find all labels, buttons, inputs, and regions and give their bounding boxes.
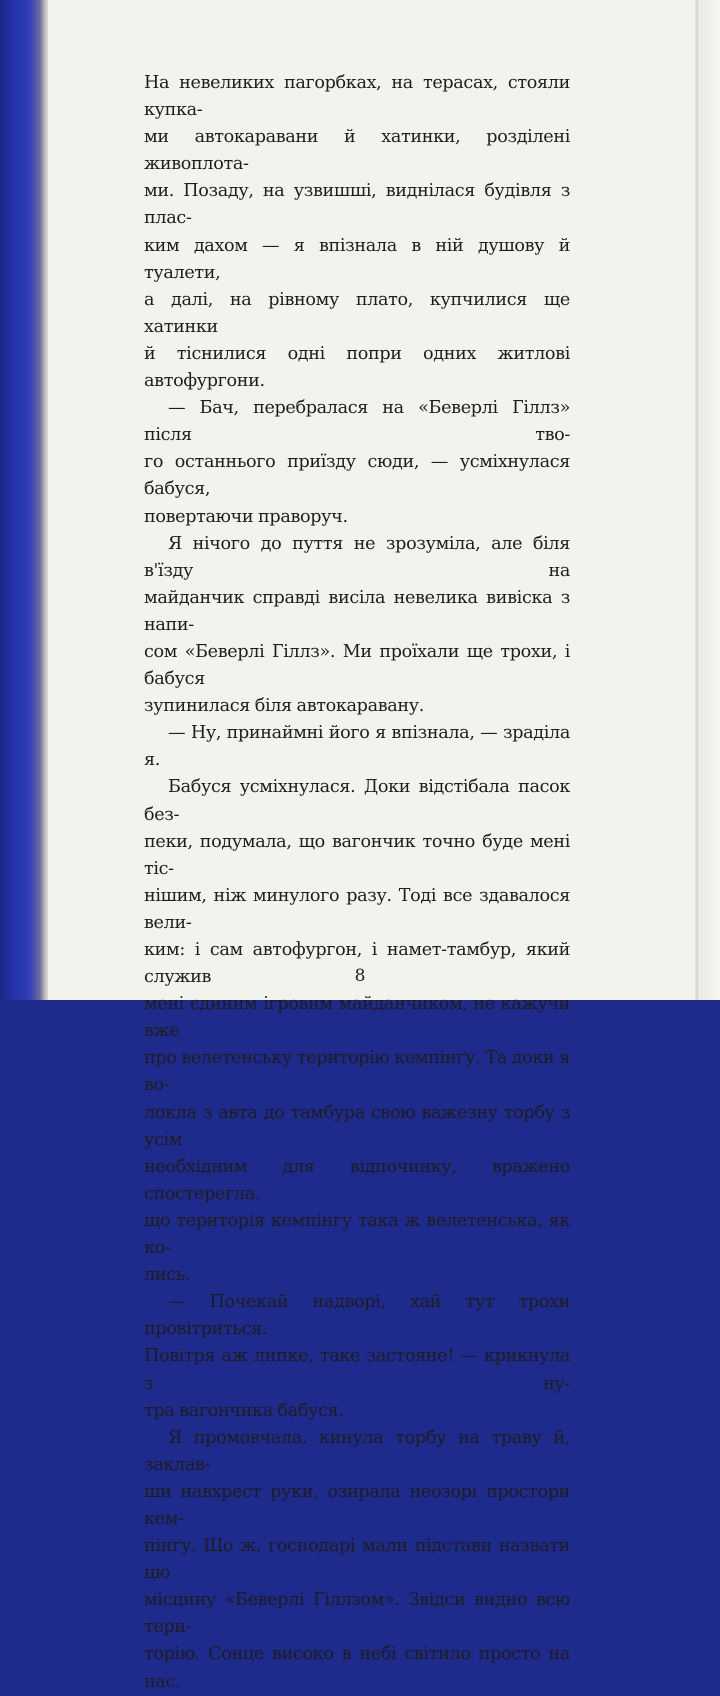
text-line: й тіснилися одні попри одних житлові автофургони. (144, 343, 570, 392)
text-line: тра вагончика бабуся. (144, 1400, 344, 1421)
text-line: лись. (144, 1265, 191, 1286)
text-line: — Бач, перебралася на «Беверлі Гіллз» після тво- (144, 398, 570, 446)
text-line: а далі, на рівному плато, купчилися ще хатинки (144, 289, 570, 337)
paragraph-4 (144, 720, 570, 774)
text-line: ким: і сам автофургон, і намет-тамбур, який служив (144, 940, 570, 988)
text-line: зупинилася біля автокаравану. (144, 696, 425, 717)
text-line: ким дахом — я впізнала в ній душову й туалети, (144, 235, 570, 283)
right-margin (698, 0, 720, 1000)
paragraph-6 (144, 1289, 570, 1424)
text-line: місцину «Беверлі Гіллзом». Звідси видно всю тери- (144, 1590, 570, 1638)
paragraph-7 (144, 1425, 570, 1696)
text-line: пеки, подумала, що вагончик точно буде мені тіс- (144, 831, 570, 879)
text-line: про велетенську територію кемпінґу. Та доки я во- (144, 1048, 570, 1096)
text-line: необхідним для відпочинку, вражено спостерегла, (144, 1156, 570, 1204)
text-line: ми автокаравани й хатинки, розділені живоплота- (144, 127, 570, 175)
text-line: мені єдиним ігровим майданчиком, не кажучи вже (144, 994, 570, 1042)
paragraph-5 (144, 774, 570, 1289)
text-line: ши навхрест руки, озирала неозорі простори кем- (144, 1481, 570, 1529)
text-line: майданчик справді висіла невелика вивіска з напи- (144, 587, 570, 635)
text-line: сом «Беверлі Гіллз». Ми проїхали ще трохи, і бабуся (144, 641, 570, 690)
paragraph-2 (144, 395, 570, 530)
text-line: На невеликих пагорбках, на терасах, стояли купка- (144, 73, 570, 121)
text-line: Я промовчала, кинула торбу на траву й, заклав- (144, 1427, 570, 1475)
text-line: Повітря аж липке, таке застояне! — крикнула з ну- (144, 1346, 570, 1394)
text-line: торію. Сонце високо в небі світило просто на нас. (144, 1644, 570, 1692)
text-line: повертаючи праворуч. (144, 506, 348, 527)
body-text (144, 70, 570, 1696)
text-line: ми. Позаду, на узвишші, виднілася будівля з плас- (144, 181, 570, 229)
text-line: Бабуся усміхнулася. Доки відстібала пасок без- (144, 777, 570, 825)
text-line: що територія кемпінґу така ж велетенська, як ко- (144, 1210, 570, 1259)
text-line: го останнього приїзду сюди, — усміхнулася бабуся, (144, 452, 570, 500)
text-line: — Ну, принаймні його я впізнала, — зраділа я. (144, 723, 570, 771)
paragraph-1 (144, 70, 570, 395)
text-line: локла з авта до тамбура свою важезну торбу з усім (144, 1102, 570, 1150)
text-line: нішим, ніж минулого разу. Тоді все здавалося вели- (144, 885, 570, 933)
text-line: Я нічого до пуття не зрозуміла, але біля в'їзду на (144, 533, 570, 581)
page-number: 8 (354, 966, 366, 986)
paragraph-3 (144, 531, 570, 721)
text-line: пінґу. Що ж, господарі мали підстави назвати цю (144, 1536, 570, 1584)
text-line: — Почекай надворі, хай тут трохи провітриться. (144, 1292, 570, 1340)
